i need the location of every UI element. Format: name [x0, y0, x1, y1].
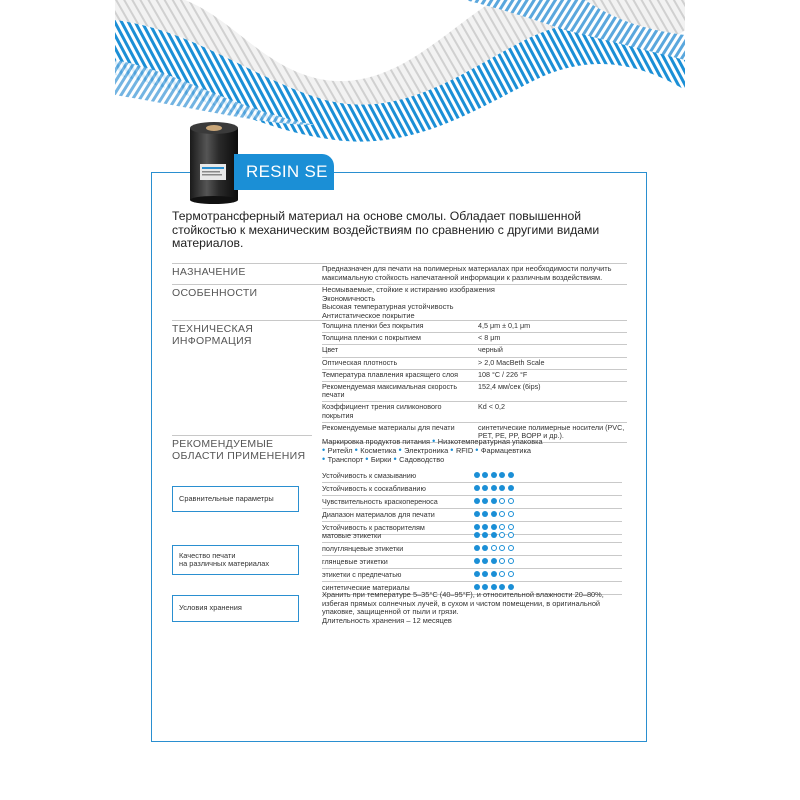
filled-dot-icon — [474, 571, 480, 577]
filled-dot-icon — [474, 472, 480, 478]
storage-box: Условия хранения — [172, 595, 299, 622]
intro-text: Термотрансферный материал на основе смолы. Обладает повышенной стойкостью к механическим воздействиям по сравнению с другими видами материалов. — [172, 209, 600, 250]
product-title-tab: RESIN SE — [234, 154, 334, 190]
empty-dot-icon — [508, 545, 514, 551]
bullet-icon: • — [398, 445, 405, 455]
rating-row — [322, 496, 622, 509]
filled-dot-icon — [491, 571, 497, 577]
empty-dot-icon — [508, 498, 514, 504]
rating-row — [322, 543, 622, 556]
quality-box-line2: на различных материалах — [179, 559, 270, 568]
table-row — [322, 333, 627, 345]
filled-dot-icon — [474, 485, 480, 491]
rating-label: матовые этикетки — [322, 531, 382, 540]
rating-dots — [474, 498, 514, 505]
application-item: Электроника — [404, 446, 449, 455]
rating-row — [322, 509, 622, 522]
tech-key: Цвет — [322, 345, 478, 357]
purpose-text: Предназначен для печати на полимерных материалах при необходимости получить максимальную стойкость напечатанной информации к различным воздействиям. — [322, 264, 612, 282]
bullet-icon: • — [393, 454, 400, 464]
bullet-icon: • — [354, 445, 361, 455]
rating-label: Устойчивость к смазыванию — [322, 471, 417, 480]
rating-label: полуглянцевые этикетки — [322, 544, 404, 553]
filled-dot-icon — [508, 485, 514, 491]
filled-dot-icon — [491, 511, 497, 517]
quality-box-line1: Качество печати — [179, 550, 236, 560]
filled-dot-icon — [482, 558, 488, 564]
rating-row — [322, 483, 622, 496]
storage-text-block — [322, 591, 622, 625]
empty-dot-icon — [508, 532, 514, 538]
application-item: Фармацевтика — [480, 446, 531, 455]
application-item: RFID — [455, 446, 474, 455]
applications-heading — [172, 438, 305, 462]
comparison-box: Сравнительные параметры — [172, 486, 299, 512]
filled-dot-icon — [482, 485, 488, 491]
feature-item: Экономичность — [322, 293, 376, 303]
rating-label: Чувствительность краскопереноса — [322, 497, 438, 506]
filled-dot-icon — [482, 498, 488, 504]
tech-key: Рекомендуемая максимальная скорость печати — [322, 382, 478, 402]
bullet-icon: • — [450, 445, 456, 455]
tech-value: > 2,0 MacBeth Scale — [478, 357, 627, 369]
tech-value: Kd < 0,2 — [478, 402, 627, 422]
tech-key: Толщина пленки без покрытия — [322, 321, 478, 333]
table-row — [322, 357, 627, 369]
bullet-icon: • — [322, 454, 328, 464]
table-row — [322, 402, 627, 422]
features-list — [322, 286, 622, 320]
tech-key: Коэффициент трения силиконового покрытия — [322, 402, 478, 422]
application-item: Низкотемпературная упаковка — [437, 437, 543, 446]
empty-dot-icon — [499, 498, 505, 504]
rating-dots — [474, 571, 514, 578]
tech-heading-line2: ИНФОРМАЦИЯ — [172, 335, 252, 347]
application-item: Маркировка продуктов питания — [322, 437, 431, 446]
tech-table — [322, 321, 627, 443]
shelf-life-text: Длительность хранения – 12 месяцев — [322, 615, 452, 625]
application-item: Косметика — [360, 446, 397, 455]
tech-value: 4,5 μm ± 0,1 μm — [478, 321, 627, 333]
filled-dot-icon — [474, 558, 480, 564]
tech-key: Температура плавления красящего слоя — [322, 369, 478, 381]
quality-box — [172, 545, 299, 575]
table-row — [322, 345, 627, 357]
table-row — [322, 369, 627, 381]
application-item: Ритейл — [327, 446, 353, 455]
empty-dot-icon — [499, 571, 505, 577]
filled-dot-icon — [491, 558, 497, 564]
divider-applications — [172, 435, 312, 436]
rating-dots — [474, 558, 514, 565]
filled-dot-icon — [474, 511, 480, 517]
tech-heading — [172, 323, 253, 347]
filled-dot-icon — [482, 545, 488, 551]
filled-dot-icon — [491, 532, 497, 538]
empty-dot-icon — [508, 558, 514, 564]
rating-label: синтетические материалы — [322, 583, 410, 592]
rating-label: этикетки с предпечатью — [322, 570, 402, 579]
empty-dot-icon — [499, 558, 505, 564]
rating-row — [322, 530, 622, 543]
comparison-ratings — [322, 470, 622, 535]
bullet-icon: • — [475, 445, 481, 455]
application-item: Садоводство — [399, 455, 445, 464]
tech-key: Рекомендуемые материалы для печати — [322, 422, 478, 442]
feature-item: Высокая температурная устойчивость — [322, 302, 454, 312]
bullet-icon: • — [365, 454, 371, 464]
filled-dot-icon — [474, 532, 480, 538]
tech-value: < 8 μm — [478, 333, 627, 345]
rating-label: Устойчивость к растворителям — [322, 523, 425, 532]
tech-key: Оптическая плотность — [322, 357, 478, 369]
tech-value: синтетические полимерные носители (PVC, PET, PE, PP, BOPP и др.). — [478, 422, 627, 442]
filled-dot-icon — [499, 472, 505, 478]
filled-dot-icon — [482, 511, 488, 517]
bullet-icon: • — [432, 436, 438, 446]
filled-dot-icon — [491, 498, 497, 504]
rating-dots — [474, 485, 514, 492]
filled-dot-icon — [482, 472, 488, 478]
tech-heading-line1: ТЕХНИЧЕСКАЯ — [172, 323, 254, 335]
filled-dot-icon — [491, 472, 497, 478]
tech-value: черный — [478, 345, 627, 357]
tech-key: Толщина пленки с покрытием — [322, 333, 478, 345]
filled-dot-icon — [474, 545, 480, 551]
purpose-heading: НАЗНАЧЕНИЕ — [172, 266, 246, 278]
rating-dots — [474, 545, 514, 552]
empty-dot-icon — [499, 511, 505, 517]
quality-ratings — [322, 530, 622, 595]
feature-item: Несмываемые, стойкие к истиранию изображения — [322, 285, 495, 294]
rating-row — [322, 569, 622, 582]
empty-dot-icon — [508, 571, 514, 577]
rating-label: глянцевые этикетки — [322, 557, 388, 566]
empty-dot-icon — [499, 532, 505, 538]
table-row — [322, 382, 627, 402]
empty-dot-icon — [491, 545, 497, 551]
application-item: Бирки — [370, 455, 392, 464]
rating-row — [322, 470, 622, 483]
rating-label: Устойчивость к соскабливанию — [322, 484, 426, 493]
filled-dot-icon — [508, 472, 514, 478]
storage-text: Хранить при температуре 5–35°C (40–95°F), и относительной влажности 20–80%, избегая прямых солнечных лучей, в сухом и чистом помещении, в оригинальной упаковке, защищенной от пыли и грязи. — [322, 590, 604, 617]
rating-dots — [474, 511, 514, 518]
application-item: Транспорт — [327, 455, 364, 464]
filled-dot-icon — [482, 532, 488, 538]
applications-heading-line2: ОБЛАСТИ ПРИМЕНЕНИЯ — [172, 450, 306, 462]
applications-list — [322, 437, 622, 464]
tech-value: 108 °C / 226 °F — [478, 369, 627, 381]
bullet-icon: • — [322, 445, 328, 455]
filled-dot-icon — [474, 498, 480, 504]
rating-row — [322, 556, 622, 569]
tech-value: 152,4 мм/сек (6ips) — [478, 382, 627, 402]
rating-dots — [474, 532, 514, 539]
feature-item: Антистатическое покрытие — [322, 310, 415, 320]
applications-heading-line1: РЕКОМЕНДУЕМЫЕ — [172, 438, 274, 450]
table-row — [322, 321, 627, 333]
empty-dot-icon — [499, 545, 505, 551]
rating-label: Диапазон материалов для печати — [322, 510, 435, 519]
filled-dot-icon — [491, 485, 497, 491]
filled-dot-icon — [499, 485, 505, 491]
rating-dots — [474, 472, 514, 479]
filled-dot-icon — [482, 571, 488, 577]
features-heading: ОСОБЕННОСТИ — [172, 287, 258, 299]
empty-dot-icon — [508, 511, 514, 517]
